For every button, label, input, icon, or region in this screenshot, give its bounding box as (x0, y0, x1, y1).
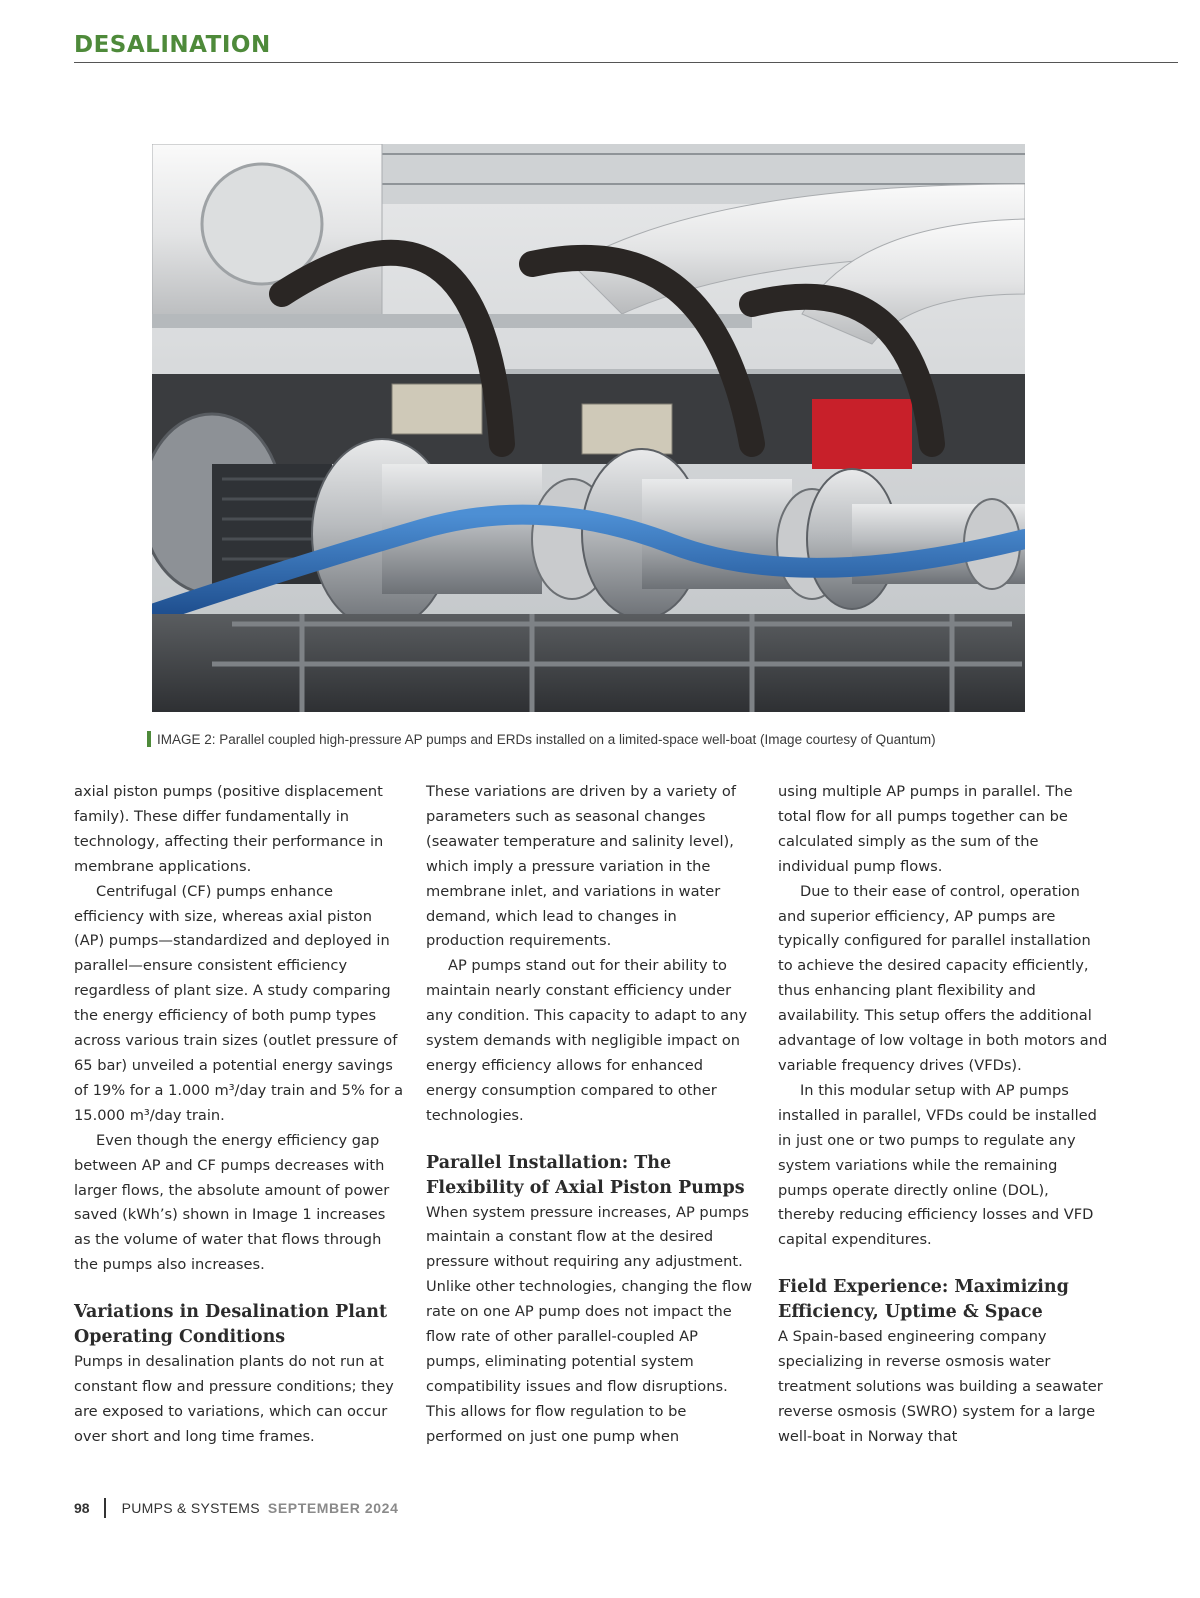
column-2 (426, 780, 756, 1450)
issue-date: SEPTEMBER 2024 (267, 1500, 399, 1516)
paragraph: When system pressure increases, AP pumps maintain a constant flow at the desired pressure without requiring any adjustment. Unlike other technologies, changing the flow rate on one AP pump does not impact the flow rate of other parallel-coupled AP pumps, eliminating potential system compatibility issues and flow disruptions. This allows for flow regulation to be performed on just one pump when (426, 1203, 753, 1445)
paragraph: These variations are driven by a variety of parameters such as seasonal changes (seawater temperature and salinity level), which imply a pressure variation in the membrane inlet, and variations in water demand, which lead to changes in production requirements. (426, 783, 736, 950)
magazine-name: PUMPS & SYSTEMS (121, 1500, 260, 1516)
column-3 (778, 780, 1108, 1450)
paragraph: A Spain-based engineering company specializing in reverse osmosis water treatment solutions was building a seawater reverse osmosis (SWRO) system for a large well-boat in Norway that (778, 1328, 1103, 1445)
paragraph: In this modular setup with AP pumps installed in parallel, VFDs could be installed in just one or two pumps to regulate any system variations while the remaining pumps operate directly online (DOL), thereby reducing efficiency losses and VFD capital expenditures. (778, 1081, 1097, 1249)
footer-divider (104, 1498, 106, 1518)
paragraph: using multiple AP pumps in parallel. The total flow for all pumps together can be calculated simply as the sum of the individual pump flows. (778, 783, 1073, 875)
paragraph: axial piston pumps (positive displacement family). These differ fundamentally in technology, affecting their performance in membrane applications. (74, 783, 384, 875)
caption-text: IMAGE 2: Parallel coupled high-pressure AP pumps and ERDs installed on a limited-space well-boat (Image courtesy of Quantum) (157, 731, 936, 747)
subheading: Field Experience: Maximizing Efficiency, Uptime & Space (778, 1277, 1069, 1323)
caption-marker (147, 731, 151, 747)
paragraph: Pumps in desalination plants do not run at constant flow and pressure conditions; they are exposed to variations, which can occur over short and long time frames. (74, 1352, 394, 1445)
subheading: Variations in Desalination Plant Operating Conditions (74, 1302, 388, 1348)
header-rule (74, 62, 1178, 63)
paragraph: Even though the energy efficiency gap between AP and CF pumps decreases with larger flows, the absolute amount of power saved (kWh’s) shown in Image 1 increases as the volume of water that flows through the pumps also increases. (74, 1131, 390, 1274)
figure-caption (147, 730, 936, 748)
paragraph: Centrifugal (CF) pumps enhance efficiency with size, whereas axial piston (AP) pumps—standardized and deployed in parallel—ensure consistent efficiency regardless of plant size. A study comparing the energy efficiency of both pump types across various train sizes (outlet pressure of 65 bar) unveiled a potential energy savings of 19% for a 1.000 m³/day train and 5% for a 15.000 m³/day train. (74, 882, 404, 1124)
pump-installation-photo (152, 144, 1025, 712)
page-number: 98 (74, 1500, 90, 1516)
column-1 (74, 780, 404, 1450)
paragraph: Due to their ease of control, operation and superior efficiency, AP pumps are typically configured for parallel installation to achieve the desired capacity efficiently, thus enhancing plant flexibility and availability. This setup offers the additional advantage of low voltage in both motors and variable frequency drives (VFDs). (778, 882, 1108, 1074)
page-footer (74, 1497, 398, 1519)
paragraph: AP pumps stand out for their ability to maintain nearly constant efficiency under any condition. This capacity to adapt to any system demands with negligible impact on energy efficiency allows for enhanced energy consumption compared to other technologies. (426, 957, 748, 1124)
subheading: Parallel Installation: The Flexibility of Axial Piston Pumps (426, 1152, 745, 1198)
section-label: DESALINATION (74, 32, 271, 58)
